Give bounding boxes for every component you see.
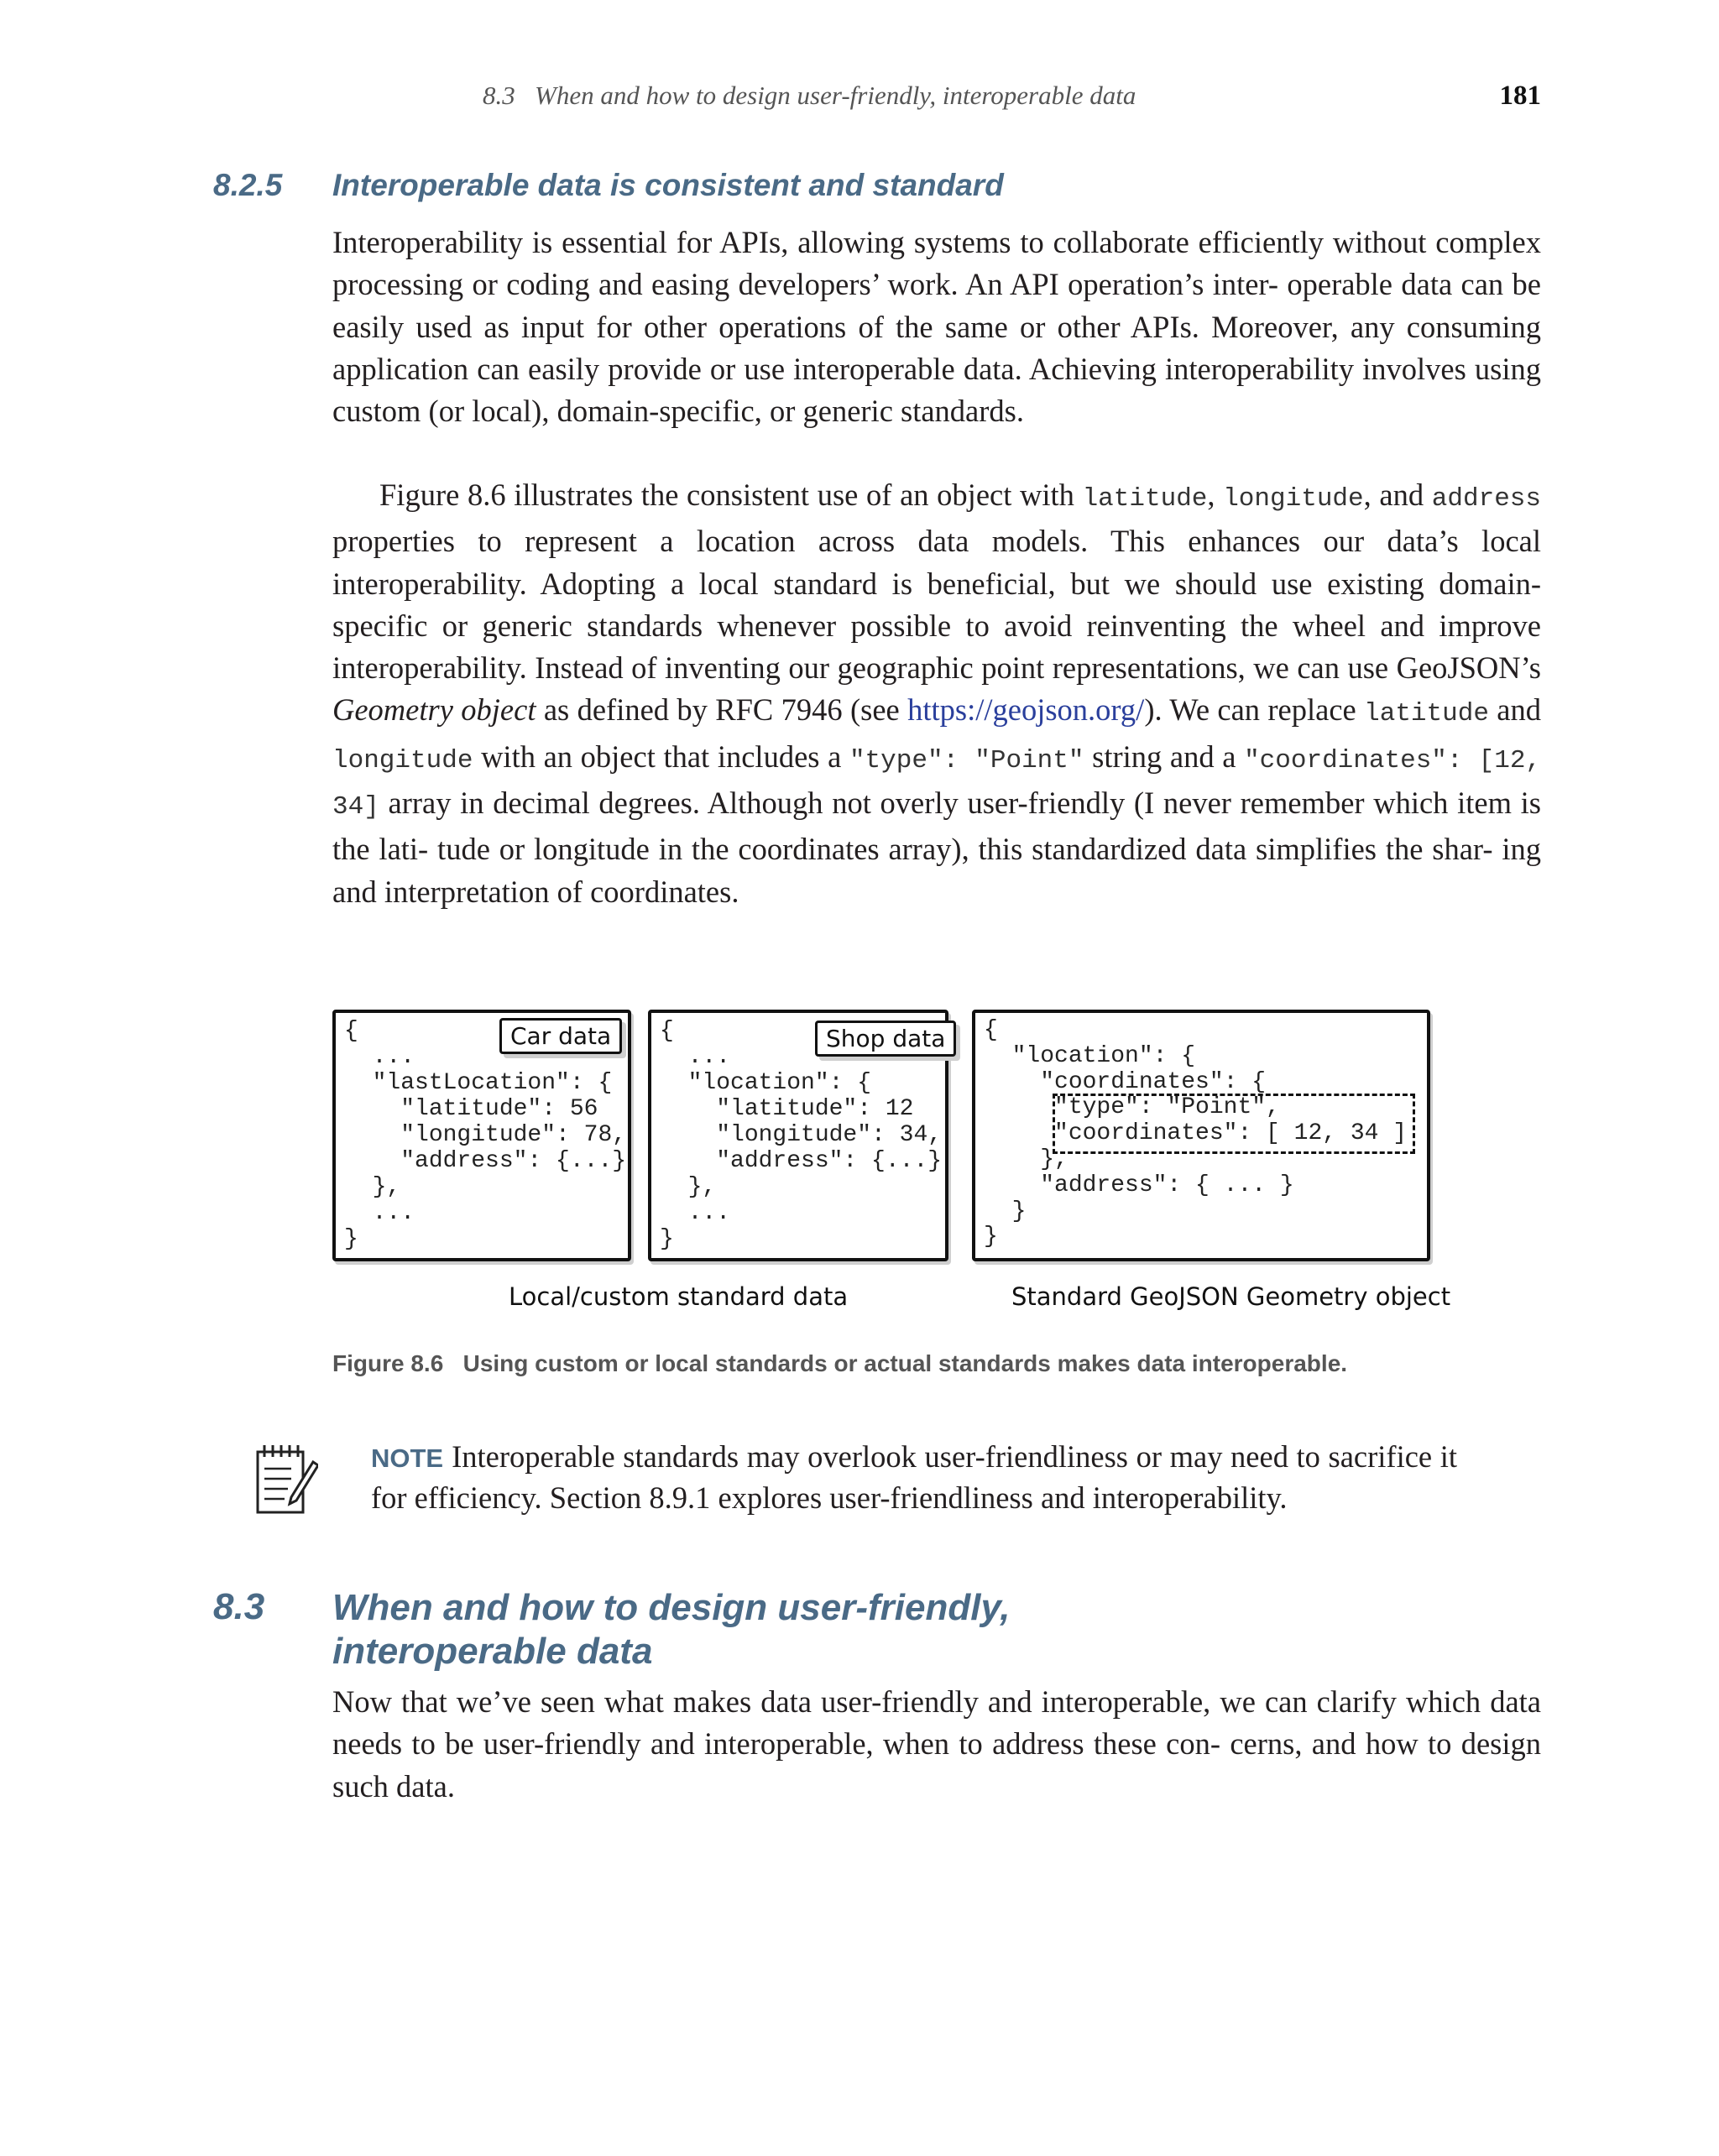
section-title: Interoperable data is consistent and standard	[332, 168, 1004, 202]
section-number: 8.3	[213, 1586, 265, 1627]
note-paragraph: NOTE Interoperable standards may overlook user-friendliness or may need to sacrifice it for efficiency. Section 8.9.1 explores user-friendliness and interoperability.	[371, 1439, 1457, 1515]
car-data-tag: Car data	[499, 1018, 622, 1054]
page-number: 181	[1499, 81, 1541, 111]
geojson-highlight-box	[1053, 1094, 1415, 1154]
shop-data-code: { ... "location": { "latitude": 12 "longitude": 34, "address": {...} }, ... }	[660, 1018, 943, 1252]
body-paragraph: Interoperability is essential for APIs, allowing systems to collaborate efficiently without complex processing or coding and easing developers’ work. An API operation’s inter- operable data can be easily used as input for other operations of the same or other APIs. Moreover, any consuming application can easily provide or use interoperable data. Achieving interoperability involves using custom (or local), domain-specific, or generic standards.	[332, 225, 1541, 429]
note-label: NOTE	[371, 1443, 444, 1473]
body-paragraph: Figure 8.6 illustrates the consistent use of an object with latitude, longitude, and address properties to represent a location across data models. This enhances our data’s local interoperability. Adopting a local standard is beneficial, but we should use existing domain-specific or generic standards whenever possible to avoid reinventing the wheel and improve interoperability. Instead of inventing our geographic point representations, we can use GeoJSON’s Geometry object as defined by RFC 7946 (see https://geojson.org/). We can replace latitude and longitude with an object that includes a "type": "Point" string and a "coordinates": [12, 34] array in decimal degrees. Although not overly user-friendly (I never remember which item is the lati- tude or longitude in the coordinates array), this standardized data simplifies the shar- ing and interpretation of coordinates.	[332, 478, 1542, 909]
notepad-icon	[254, 1442, 318, 1517]
section-title: When and how to design user-friendly, interoperable data	[332, 1587, 1011, 1672]
running-head: 8.3 When and how to design user-friendly, interoperable data	[483, 81, 1136, 110]
figure-label-standard: Standard GeoJSON Geometry object	[1011, 1282, 1451, 1311]
figure-caption: Figure 8.6 Using custom or local standards or actual standards makes data interoperable.	[332, 1350, 1348, 1376]
body-paragraph: Now that we’ve seen what makes data user-friendly and interoperable, we can clarify which data needs to be user-friendly and interoperable, when to address these con- cerns, and how to design such data.	[332, 1684, 1541, 1804]
shop-data-tag: Shop data	[815, 1021, 956, 1057]
geojson-code: { "location": { "coordinates": { "type": "Point", "coordinates": [ 12, 34 ] }, "address": { ... } } }	[984, 1017, 1408, 1250]
section-number: 8.2.5	[213, 168, 283, 202]
figure-label-local: Local/custom standard data	[509, 1282, 849, 1311]
car-data-code: { ... "lastLocation": { "latitude": 56 "longitude": 78, "address": {...} }, ... }	[344, 1018, 627, 1252]
geojson-link[interactable]: https://geojson.org/	[907, 692, 1145, 728]
